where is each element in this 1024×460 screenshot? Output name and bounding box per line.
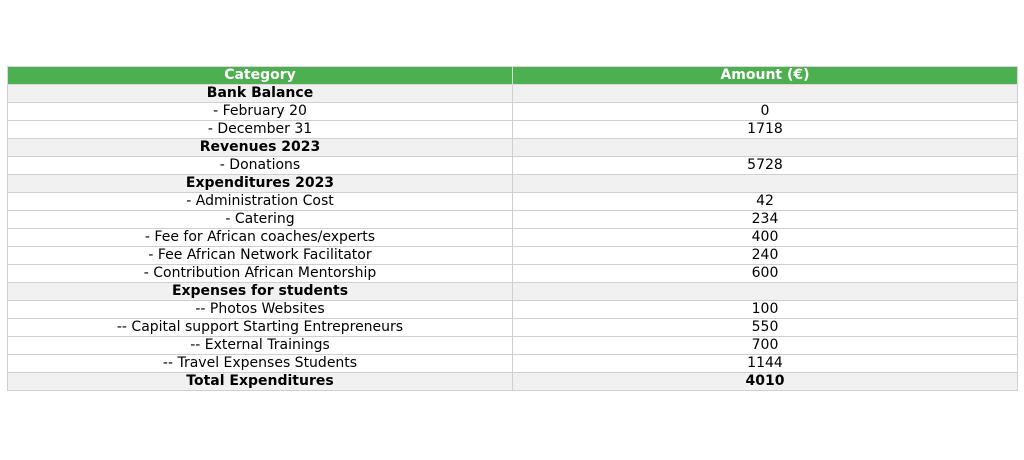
table-row xyxy=(8,121,1018,139)
category-cell: Total Expenditures xyxy=(8,373,513,391)
amount-cell: 0 xyxy=(513,103,1018,121)
table-section-heading-row xyxy=(8,283,1018,301)
category-cell: - Donations xyxy=(8,157,513,175)
category-cell: Expenses for students xyxy=(8,283,513,301)
amount-cell: 400 xyxy=(513,229,1018,247)
amount-cell: 234 xyxy=(513,211,1018,229)
table-row xyxy=(8,265,1018,283)
category-cell: - Fee for African coaches/experts xyxy=(8,229,513,247)
category-cell: -- Travel Expenses Students xyxy=(8,355,513,373)
column-header-amount: Amount (€) xyxy=(513,67,1018,85)
amount-cell xyxy=(513,283,1018,301)
amount-cell: 600 xyxy=(513,265,1018,283)
amount-cell: 42 xyxy=(513,193,1018,211)
financial-table-container xyxy=(7,66,1017,391)
amount-cell: 550 xyxy=(513,319,1018,337)
table-row xyxy=(8,103,1018,121)
table-row xyxy=(8,319,1018,337)
category-cell: - Contribution African Mentorship xyxy=(8,265,513,283)
category-cell: - February 20 xyxy=(8,103,513,121)
table-section-heading-row xyxy=(8,175,1018,193)
table-row xyxy=(8,247,1018,265)
table-row xyxy=(8,229,1018,247)
category-cell: - Administration Cost xyxy=(8,193,513,211)
table-row xyxy=(8,301,1018,319)
category-cell: -- External Trainings xyxy=(8,337,513,355)
table-body xyxy=(8,85,1018,391)
amount-cell: 240 xyxy=(513,247,1018,265)
category-cell: Revenues 2023 xyxy=(8,139,513,157)
amount-cell: 1144 xyxy=(513,355,1018,373)
category-cell: - December 31 xyxy=(8,121,513,139)
category-cell: Bank Balance xyxy=(8,85,513,103)
amount-cell xyxy=(513,139,1018,157)
table-header-row xyxy=(8,67,1018,85)
category-cell: -- Capital support Starting Entrepreneurs xyxy=(8,319,513,337)
category-cell: Expenditures 2023 xyxy=(8,175,513,193)
table-row xyxy=(8,337,1018,355)
amount-cell: 4010 xyxy=(513,373,1018,391)
table-row xyxy=(8,193,1018,211)
table-section-heading-row xyxy=(8,85,1018,103)
amount-cell: 1718 xyxy=(513,121,1018,139)
table-row xyxy=(8,355,1018,373)
amount-cell: 100 xyxy=(513,301,1018,319)
amount-cell xyxy=(513,175,1018,193)
category-cell: -- Photos Websites xyxy=(8,301,513,319)
table-row xyxy=(8,157,1018,175)
amount-cell xyxy=(513,85,1018,103)
table-total-row xyxy=(8,373,1018,391)
table-section-heading-row xyxy=(8,139,1018,157)
table-row xyxy=(8,211,1018,229)
amount-cell: 5728 xyxy=(513,157,1018,175)
category-cell: - Fee African Network Facilitator xyxy=(8,247,513,265)
financial-table xyxy=(7,66,1018,391)
category-cell: - Catering xyxy=(8,211,513,229)
column-header-category: Category xyxy=(8,67,513,85)
amount-cell: 700 xyxy=(513,337,1018,355)
